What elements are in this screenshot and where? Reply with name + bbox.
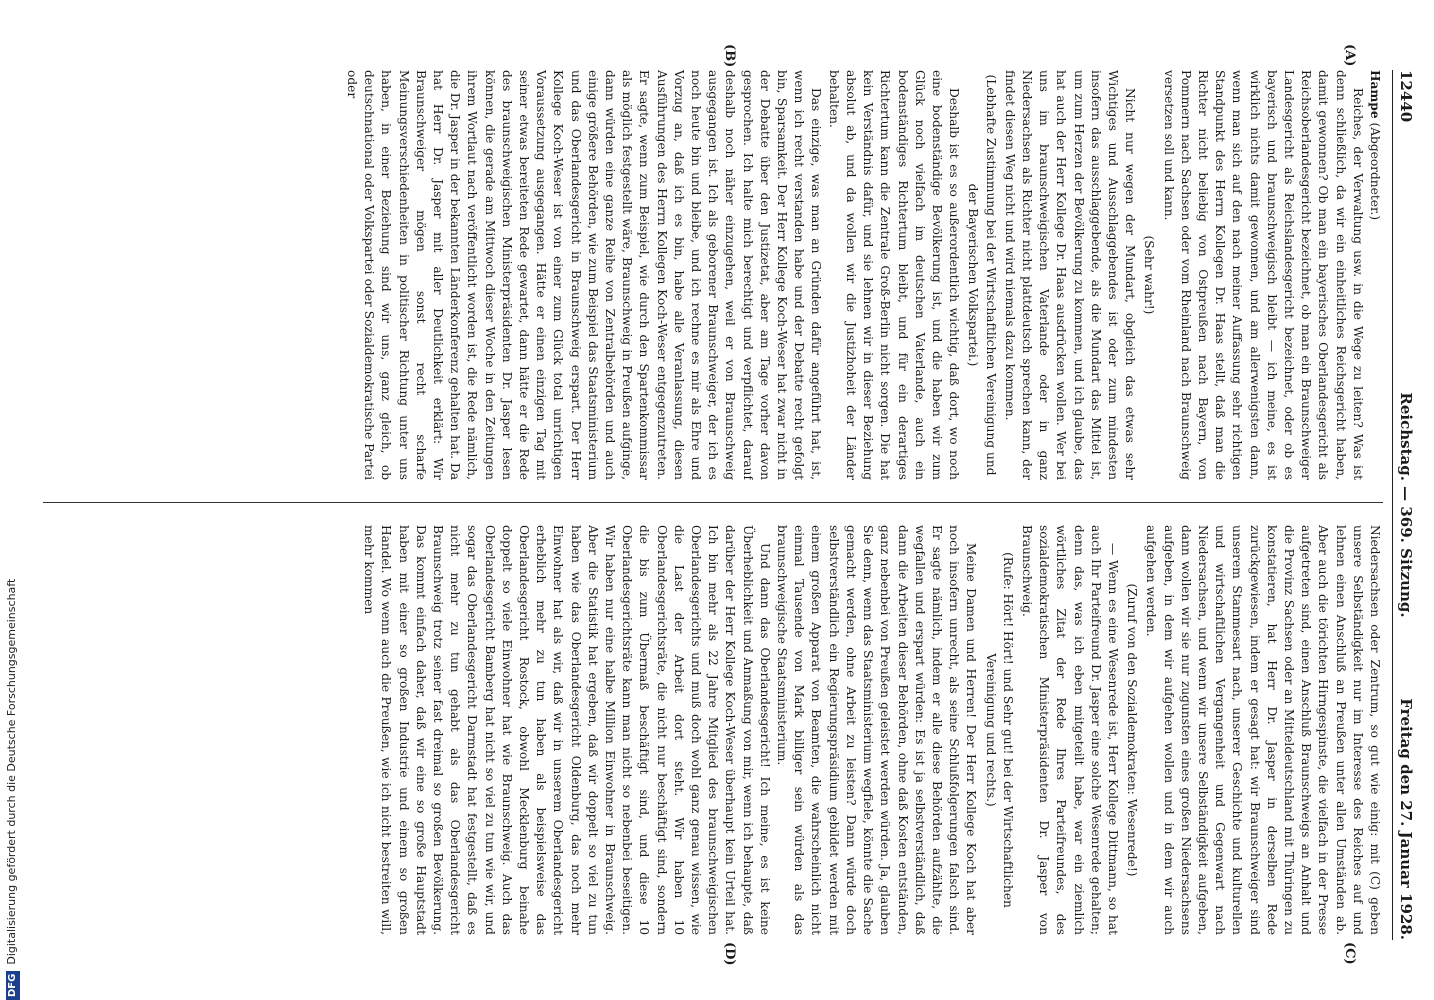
- digitization-credit: [2, 0, 22, 1000]
- paragraph: Das einzige, was man an Gründen dafür angeführt hat, ist, wenn ich recht verstanden habe und der Debatte recht gefolgt bin, Sparsamkeit. Der Herr Kollege Koch-Weser hat zwar nicht in der Debatte über den Justizetat, aber am Tage vorher davon gesprochen. Ich halte mich berechtigt und verpflichtet, darauf deshalb noch näher einzugehen, weil er von Braunschweig ausgegangen ist. Ich als geborener Braunschweiger, der ich es noch heute bin und bleibe, und ich rechne es mir als Ehre und Vorzug an, daß ich es bin, habe alle Veranlassung, diesen Ausführungen des Herrn Kollegen Koch-Weser entgegenzutreten. Er sagte, wenn zum Beispiel, wie durch den Spartenkommissar als möglich festgestellt wäre, Braunschweig in Preußen aufginge, dann würden eine ganze Reihe von Zentralbehörden und auch einige größere Behörden, wie zum Beispiel das Staatsministerium und das Oberlandesgericht in Braunschweig erspart. Der Herr Kollege Koch-Weser ist von einer zum Glück total unrichtigen Voraussetzung ausgegangen. Hätte er einen einzigen Tag mit seiner etwas bereiteten Rede gewartet, dann hätte er die Rede des braunschweigischen Ministerpräsidenten Dr. Jasper lesen können, die gerade am Mittwoch dieser Woche in den Zeitungen ihrem Wortlaut nach veröffentlicht worden ist, die Rede nämlich, die Dr. Jasper in der bekannten Länderkonferenz gehalten hat. Da hat Herr Dr. Jasper mit aller Deutlichkeit erklärt: Wir Braunschweiger mögen sonst recht scharfe Meinungsverschiedenheiten in politischer Richtung unter uns haben, in einer Beziehung sind wir uns, ganz gleich, ob deutschnational oder Volkspartei oder Sozialdemokratische Partei oder: [345, 70, 824, 480]
- margin-marker-c: (C): [1342, 942, 1357, 965]
- column-divider: [43, 502, 1383, 503]
- speaker-name: Hampe: [1368, 70, 1382, 119]
- margin-marker-d: (D): [722, 942, 737, 966]
- paragraph: — Wenn es eine Wesenrede ist, Herr Kollege Dittmann, so hat auch Ihr Parteifreund Dr. Jasper eine solche Wesenrede gehalten; denn das, was ich eben mitgeteilt habe, war ein ziemlich wörtliches Zitat der Rede Ihres Parteifreundes, des sozialdemokratischen Ministerpräsidenten Dr. Jasper von Braunschweig.: [1019, 525, 1120, 935]
- paragraph: Nicht nur wegen der Mundart, obgleich das etwas sehr Wichtiges und Ausschlaggebendes ist oder zum mindesten insofern das ausschlaggebende, als die Mundart das Mittel ist, um zum Herzen der Bevölkerung zu kommen, und ich glaube, das hat auch der Herr Kollege Dr. Haas ausdrücken wollen. Wer bei uns im braunschweigischen Vaterlande oder in ganz Niedersachsen als Richter nicht plattdeutsch sprechen kann, der findet diesen Weg nicht und wird niemals dazu kommen.: [1002, 70, 1138, 480]
- paragraph: Und dann das Oberlandesgericht! Ich meine, es ist keine Überheblichkeit und Anmaßung von mir, wenn ich behaupte, daß darüber der Herr Kollege Koch-Weser überhaupt kein Urteil hat. Ich bin mehr als 22 Jahre Mitglied des braunschweigischen Oberlandesgerichts und muß doch wohl ganz genau wissen, wie die Last der Arbeit dort steht. Wir haben 10 Oberlandesgerichtsräte, die nicht nur beschäftigt sind, sondern die bis zum Übermaß beschäftigt sind, und diese 10 Oberlandesgerichtsräte kann man nicht so nebenbei beseitigen. Wir haben nur eine halbe Million Einwohner in Braunschweig. Aber die Statistik hat ergeben, daß wir doppelt so viel zu tun haben wie das Oberlandesgericht Oldenburg, das noch mehr Einwohner hat als wir, daß wir in unserem Oberlandesgericht erheblich mehr zu tun haben als beispielsweise das Oberlandesgericht Rostock, obwohl Mecklenburg beinahe doppelt so viele Einwohner hat wie Braunschweig. Auch das Oberlandesgericht Bamberg hat nicht so viel zu tun wie wir, und sogar das Oberlandesgericht Darmstadt hat festgestellt, daß es nicht mehr zu tun gehabt als das Oberlandesgericht Braunschweig trotz seiner fast dreimal so großen Bevölkerung. Das kommt einfach daher, daß wir eine so große Hauptstadt haben mit einer so großen Industrie und einem so großen Handel. Wo wenn auch die Preußen, wie ich nicht bestreiten will, mehr kommen: [362, 525, 772, 935]
- rotated-sheet: [17, 44, 1417, 966]
- header-title: Reichstag. — 369. Sitzung.: [1397, 392, 1415, 618]
- interjection: (Zuruf von den Sozialdemokraten: Wesenrede!): [1125, 583, 1140, 877]
- interjection: (Rufe: Hört! Hört! und Sehr gut! bei der Wirtschaftlichen Vereinigung und rechts.): [983, 552, 1015, 908]
- left-column: [43, 70, 1383, 480]
- paragraph: Deshalb ist es so außerordentlich wichtig, daß dort, wo noch eine bodenständige Bevölkerung ist, und die haben wir zum Glück noch vielfach im deutschen Vaterlande, auch ein bodenständiges Richtertum bleibt, und für ein derartiges Richtertum kann die Zentrale Groß-Berlin nicht sorgen. Die hat kein Verständnis dafür, und sie lehnen wir in dieser Beziehung absolut ab, und da wollen wir die Justizhoheit der Länder behalten.: [826, 70, 962, 480]
- page-header: [1392, 70, 1417, 940]
- speaker-line: [1366, 70, 1383, 480]
- margin-marker-b: (B): [722, 44, 737, 68]
- speaker-note: (Abgeordneter.): [1368, 122, 1382, 221]
- interjection: (Lebhafte Zustimmung bei der Wirtschaftlichen Vereinigung und der Bayerischen Volkspartei.): [966, 74, 998, 476]
- paragraph: Niedersachsen oder Zentrum, so gut wie einig: mit (C) geben unsere Selbständigkeit nur im Interesse des Reiches auf und lehnen einen Anschluß an Preußen unter allen Umständen ab. Aber auch die törichten Hirngespinste, die vielfach in der Presse aufgetreten sind, einen Anschluß Braunschweigs an Anhalt und die Provinz Sachsen oder an Mitteldeutschland mit Thüringen zu konstatieren, hat Herr Dr. Jasper in derselben Rede zurückgewiesen, indem er gesagt hat: wir Braunschweiger sind unserem Stammesart nach, unserer Geschichte und kulturellen und wirtschaftlichen Vergangenheit und Gegenwart nach Niedersachsen, und wenn wir unsere Selbständigkeit aufgeben, dann wollen wir sie nur zugunsten eines großen Niedersachsens aufgeben, in dem wir aufgehen wollen und in dem wir auch aufgehen werden.: [1144, 525, 1382, 935]
- paragraph: Meine Damen und Herren! Der Herr Kollege Koch hat aber noch insofern unrecht, als seine Schlußfolgerungen falsch sind. Er sagte nämlich, indem er alle diese Behörden aufzählte, die wegfallen und erspart würden: Es ist ja selbstverständlich, daß dann die Arbeiten dieser Behörden, ohne daß Kosten entständen, ganz nebenbei von Preußen geleistet werden würden. Ja, glauben Sie denn, wenn das Staatsministerium wegfiele, könnte die Sache gemacht werden, ohne Arbeit zu leisten? Dann würde doch selbstverständlich ein Regierungspräsidium gebildet werden mit einem großen Apparat von Beamten, die wahrscheinlich nicht einmal Tausende von Mark billiger sein würden als das braunschweigische Staatsministerium.: [775, 525, 979, 935]
- right-column: [43, 525, 1383, 935]
- interjection: (Sehr wahr!): [1142, 235, 1157, 315]
- margin-marker-a: (A): [1342, 44, 1357, 67]
- page-number: 12440: [1397, 70, 1415, 123]
- paragraph: Reiches, der Verwaltung usw. in die Wege zu leiten? Was ist denn schließlich, da wir ein einheitliches Reichsgericht haben, damit gewonnen? Ob man ein bayerisches Oberlandesgericht als Reichsoberlandesgericht bezeichnet, ob man ein Braunschweiger Landesgericht als Reichslandesgericht bezeichnet, oder ob es bayerisch und braunschweigisch bleibt — ich meine, es ist wirklich nichts damit gewonnen, und am allerwenigsten dann, wenn man sich auf den nach meiner Auffassung sehr richtigen Standpunkt des Herrn Kollegen Dr. Haas stellt, daß man die Richter nicht beliebig von Ostpreußen nach Bayern, von Pommern nach Sachsen oder vom Rheinland nach Braunschweig versetzen soll und kann.: [1161, 70, 1365, 480]
- credit-text: Digitalisierung gefördert durch die Deutsche Forschungsgemeinschaft: [5, 578, 18, 965]
- header-date: Freitag den 27. Januar 1928.: [1397, 698, 1415, 940]
- dfg-logo-icon: DFG: [6, 971, 20, 1000]
